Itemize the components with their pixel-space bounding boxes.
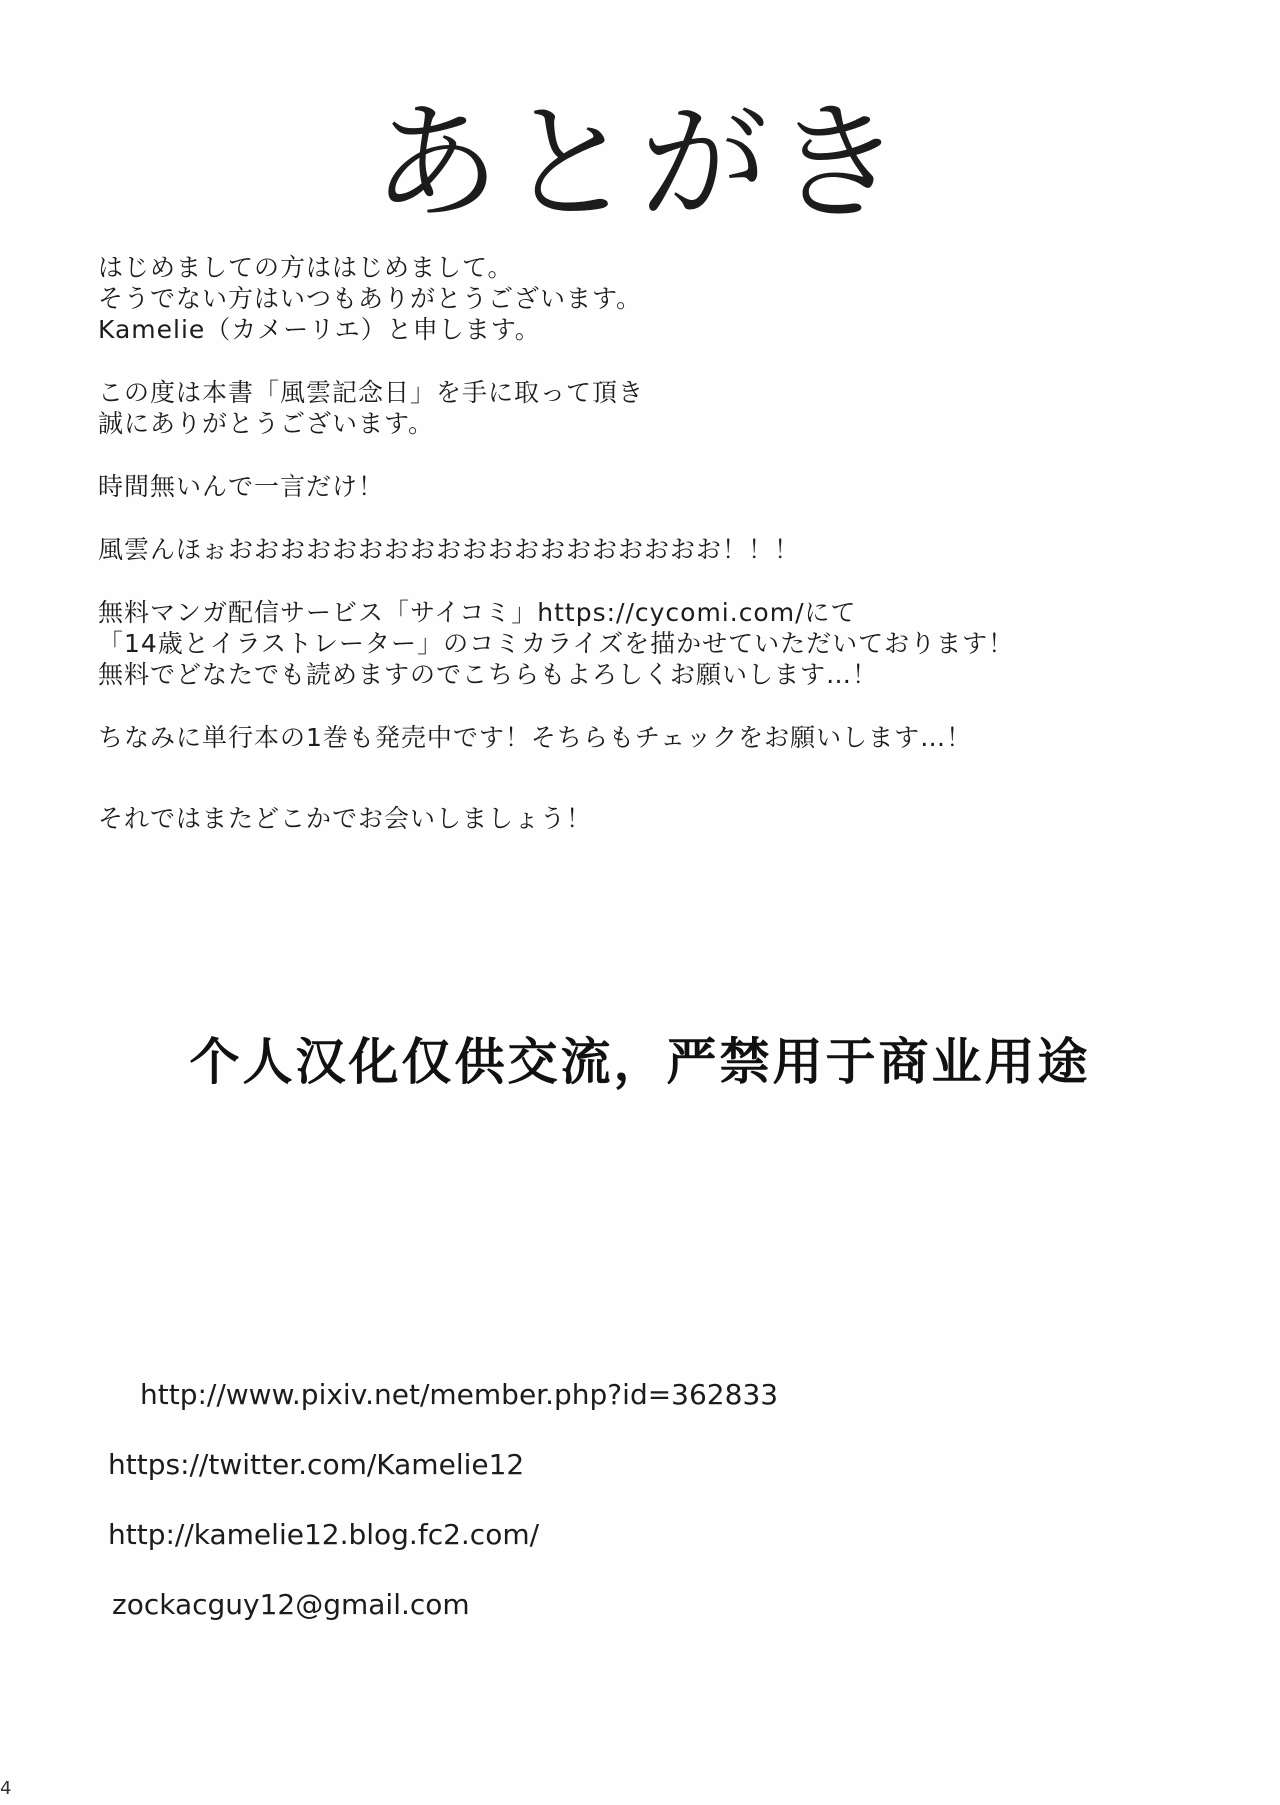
twitter-link[interactable]: https://twitter.com/Kamelie12 [108,1448,525,1481]
text-line: Kamelie（カメーリエ）と申します。 [98,315,541,344]
afterword-body [98,252,1198,866]
translation-notice: 个人汉化仅供交流，严禁用于商业用途 [189,1033,1091,1091]
paragraph-greeting [98,252,1198,345]
text-line: ちなみに単行本の1巻も発売中です！そちらもチェックをお願いします…！ [98,723,973,752]
paragraph-thanks [98,377,1198,439]
text-line: 誠にありがとうございます。 [98,409,435,438]
page-title: あとがき [371,89,908,238]
text-line: 「14歳とイラストレーター」のコミカライズを描かせていただいております！ [98,629,1015,658]
email-link[interactable]: zockacguy12@gmail.com [112,1588,470,1621]
text-line: この度は本書「風雲記念日」を手に取って頂き [98,378,645,407]
text-line: 時間無いんで一言だけ！ [98,472,385,501]
blog-link[interactable]: http://kamelie12.blog.fc2.com/ [108,1518,540,1551]
pixiv-link[interactable]: http://www.pixiv.net/member.php?id=362833 [140,1378,779,1411]
paragraph-farewell [98,803,1198,834]
text-line: はじめましての方ははじめまして。 [98,253,514,282]
paragraph-volume [98,722,1198,753]
paragraph-promotion [98,597,1198,690]
page-number: 4 [0,1778,12,1799]
text-line: そうでない方はいつもありがとうございます。 [98,284,643,313]
paragraph-exclamation [98,534,1198,565]
text-line: それではまたどこかでお会いしましょう！ [98,804,593,833]
text-line: 風雲んほぉおおおおおおおおおおおおおおおおおおお！！！ [98,535,801,564]
paragraph-one-word [98,471,1198,502]
text-line: 無料マンガ配信サービス「サイコミ」https://cycomi.com/にて [98,598,857,627]
contact-links [108,1378,778,1658]
text-line: 無料でどなたでも読めますのでこちらもよろしくお願いします…！ [98,660,879,689]
